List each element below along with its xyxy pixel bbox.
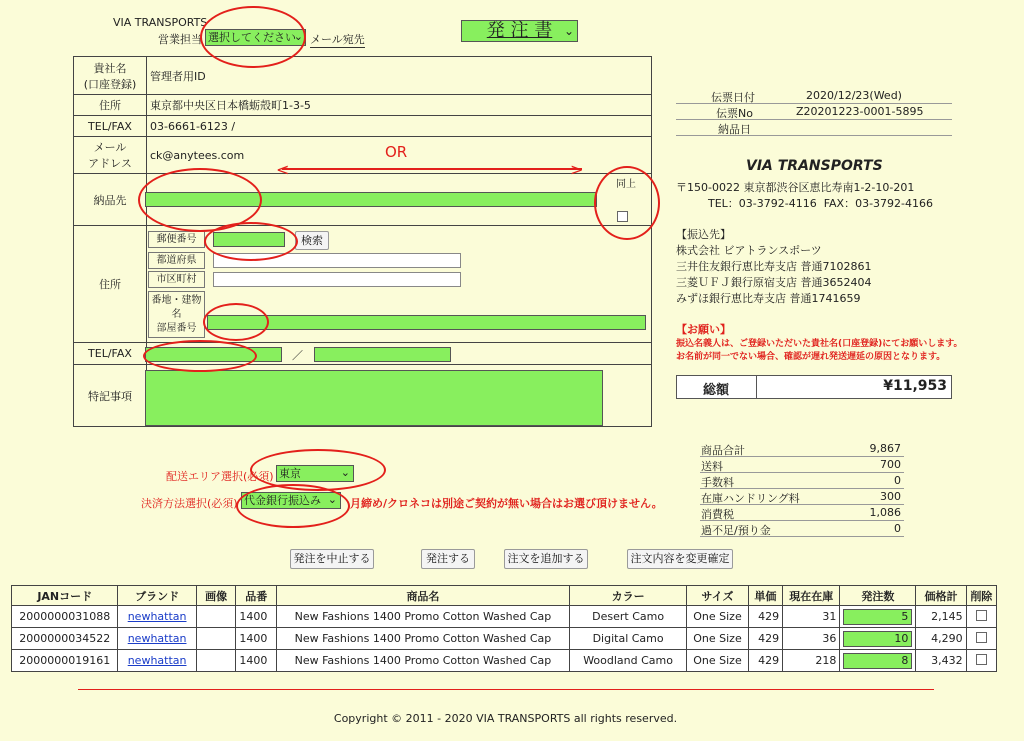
annotation-or-text: OR bbox=[385, 143, 408, 161]
annotation-circle-tel bbox=[143, 340, 257, 372]
street-label: 番地・建物名 部屋番号 bbox=[148, 291, 205, 338]
delete-checkbox[interactable] bbox=[976, 610, 987, 621]
summary-value: 9,867 bbox=[869, 442, 901, 455]
address-value: 東京都中央区日本橋蛎殻町1-3-5 bbox=[147, 95, 652, 116]
summary-label: 過不足/預り金 bbox=[701, 524, 771, 537]
summary-value: 700 bbox=[880, 458, 901, 471]
cell-qty bbox=[840, 628, 916, 650]
cell-stock: 31 bbox=[783, 606, 840, 628]
postal-label: 郵便番号 bbox=[148, 231, 205, 248]
cell-total: 4,290 bbox=[916, 628, 966, 650]
mail-recipient-link[interactable]: メール宛先 bbox=[310, 33, 365, 46]
column-header: 削除 bbox=[966, 586, 996, 606]
bank-2: 三菱ＵＦＪ銀行原宿支店 普通3652404 bbox=[676, 276, 872, 289]
cell-size: One Size bbox=[687, 650, 748, 672]
vendor-name: VIA TRANSPORTS bbox=[746, 158, 883, 174]
order-table-header bbox=[12, 586, 997, 606]
summary-value: 300 bbox=[880, 490, 901, 503]
cell-jan: 2000000019161 bbox=[12, 650, 118, 672]
payment-label: 決済方法選択(必須) bbox=[141, 497, 238, 510]
annotation-circle-street bbox=[203, 303, 269, 341]
bank-3: みずほ銀行恵比寿支店 普通1741659 bbox=[676, 292, 861, 305]
cell-image bbox=[196, 606, 236, 628]
summary-label: 手数料 bbox=[701, 476, 734, 489]
invoice-date-value: 2020/12/23(Wed) bbox=[806, 89, 902, 102]
cell-delete bbox=[966, 606, 996, 628]
payment-note: 月締め/クロネコは別途ご契約が無い場合はお選び頂けません。 bbox=[350, 497, 663, 510]
quantity-input[interactable]: 8 bbox=[843, 653, 912, 669]
bank-1: 三井住友銀行恵比寿支店 普通7102861 bbox=[676, 260, 872, 273]
cell-qty bbox=[840, 606, 916, 628]
mail-value: ck@anytees.com bbox=[147, 137, 652, 174]
annotation-circle-sales-rep bbox=[200, 6, 306, 68]
slash-separator: ／ bbox=[292, 349, 303, 362]
sales-rep-select-value: 選択してください bbox=[208, 31, 296, 44]
cell-price: 429 bbox=[748, 628, 783, 650]
delivery-label: 納品先 bbox=[74, 174, 147, 226]
city-label: 市区町村 bbox=[148, 271, 205, 288]
annotation-circle-payment bbox=[236, 484, 350, 528]
quantity-input[interactable]: 5 bbox=[843, 609, 912, 625]
confirm-change-button[interactable]: 注文内容を変更確定 bbox=[627, 549, 733, 569]
table-row bbox=[12, 650, 997, 672]
document-title: 発 注 書 bbox=[486, 20, 553, 41]
column-header: 現在在庫 bbox=[783, 586, 840, 606]
cell-image bbox=[196, 628, 236, 650]
notes-textarea[interactable] bbox=[145, 370, 603, 426]
cell-brand bbox=[118, 606, 196, 628]
street-input[interactable] bbox=[207, 315, 646, 330]
cancel-order-button[interactable]: 発注を中止する bbox=[290, 549, 374, 569]
area-select-value: 東京 bbox=[279, 467, 301, 480]
prefecture-label: 都道府県 bbox=[148, 252, 205, 269]
document-title-select[interactable] bbox=[461, 20, 578, 42]
invoice-no-row bbox=[676, 104, 952, 120]
cell-code: 1400 bbox=[236, 628, 277, 650]
annotation-arrow bbox=[282, 168, 582, 170]
cell-name: New Fashions 1400 Promo Cotton Washed Cap bbox=[277, 606, 570, 628]
quantity-input[interactable]: 10 bbox=[843, 631, 912, 647]
column-header: 画像 bbox=[196, 586, 236, 606]
summary-label: 商品合計 bbox=[701, 444, 745, 457]
company-value: 管理者用ID bbox=[147, 57, 652, 95]
cell-delete bbox=[966, 650, 996, 672]
company-name: VIA TRANSPORTS bbox=[113, 16, 208, 29]
table-row bbox=[12, 628, 997, 650]
table-row bbox=[12, 606, 997, 628]
dest-fax-input[interactable] bbox=[314, 347, 451, 362]
total-divider bbox=[756, 376, 757, 398]
column-header: 価格計 bbox=[916, 586, 966, 606]
dest-address-label: 住所 bbox=[74, 226, 147, 343]
add-order-button[interactable]: 注文を追加する bbox=[504, 549, 588, 569]
chevron-down-icon: ⌄ bbox=[327, 493, 337, 506]
invoice-no-value: Z20201223-0001-5895 bbox=[796, 105, 924, 118]
summary-row bbox=[700, 456, 904, 473]
brand-link[interactable]: newhattan bbox=[127, 610, 187, 623]
total-box bbox=[676, 375, 952, 399]
column-header: サイズ bbox=[687, 586, 748, 606]
cell-qty bbox=[840, 650, 916, 672]
place-order-button[interactable]: 発注する bbox=[421, 549, 475, 569]
cell-price: 429 bbox=[748, 650, 783, 672]
cell-size: One Size bbox=[687, 628, 748, 650]
column-header: カラー bbox=[569, 586, 687, 606]
summary-value: 1,086 bbox=[869, 506, 901, 519]
cell-size: One Size bbox=[687, 606, 748, 628]
cell-delete bbox=[966, 628, 996, 650]
cell-code: 1400 bbox=[236, 606, 277, 628]
footer-copyright: Copyright © 2011 - 2020 VIA TRANSPORTS all rights reserved. bbox=[333, 712, 678, 725]
delete-checkbox[interactable] bbox=[976, 654, 987, 665]
cell-name: New Fashions 1400 Promo Cotton Washed Cap bbox=[277, 650, 570, 672]
notice-2: お名前が同一でない場合、確認が遅れ発送遅延の原因となります。 bbox=[676, 352, 946, 362]
notes-label: 特記事項 bbox=[74, 365, 147, 427]
total-value: ¥11,953 bbox=[883, 378, 947, 394]
cell-brand bbox=[118, 628, 196, 650]
cell-jan: 2000000034522 bbox=[12, 628, 118, 650]
column-header: 単価 bbox=[748, 586, 783, 606]
area-label: 配送エリア選択(必須) bbox=[166, 470, 274, 483]
chevron-down-icon: ⌄ bbox=[293, 30, 303, 43]
company-label: 貴社名 (口座登録) bbox=[74, 57, 147, 95]
address-label: 住所 bbox=[74, 95, 147, 116]
summary-label: 消費税 bbox=[701, 508, 734, 521]
payment-select-value: 代金銀行振込み bbox=[244, 494, 321, 507]
column-header: ブランド bbox=[118, 586, 196, 606]
cell-jan: 2000000031088 bbox=[12, 606, 118, 628]
summary-row bbox=[700, 440, 904, 457]
dest-telfax-label: TEL/FAX bbox=[74, 343, 147, 365]
total-label: 総額 bbox=[703, 383, 730, 398]
cell-color: Desert Camo bbox=[569, 606, 687, 628]
summary-value: 0 bbox=[894, 522, 901, 535]
delivery-date-row bbox=[676, 120, 952, 136]
cell-brand bbox=[118, 650, 196, 672]
sales-rep-label: 営業担当 bbox=[158, 33, 202, 46]
footer-divider bbox=[78, 689, 934, 690]
cell-color: Woodland Camo bbox=[569, 650, 687, 672]
chevron-down-icon: ⌄ bbox=[563, 24, 574, 38]
chevron-down-icon: ⌄ bbox=[340, 466, 350, 479]
column-header: 品番 bbox=[236, 586, 277, 606]
delete-checkbox[interactable] bbox=[976, 632, 987, 643]
column-header: JANコード bbox=[12, 586, 118, 606]
cell-price: 429 bbox=[748, 606, 783, 628]
summary-value: 0 bbox=[894, 474, 901, 487]
annotation-arrow-left-head: < bbox=[276, 160, 290, 179]
city-input[interactable] bbox=[213, 272, 461, 287]
vendor-address: 〒150-0022 東京都渋谷区恵比寿南1-2-10-201 bbox=[676, 181, 915, 194]
cell-stock: 218 bbox=[783, 650, 840, 672]
summary-label: 在庫ハンドリング料 bbox=[701, 492, 800, 505]
cell-total: 2,145 bbox=[916, 606, 966, 628]
same-as-above-label: 同上 bbox=[616, 179, 636, 190]
cell-code: 1400 bbox=[236, 650, 277, 672]
brand-link[interactable]: newhattan bbox=[127, 632, 187, 645]
annotation-circle-same-above bbox=[594, 166, 660, 240]
notice-1: 振込名義人は、ご登録いただいた貴社名(口座登録)にてお願いします。 bbox=[676, 339, 963, 349]
invoice-date-label: 伝票日付 bbox=[711, 91, 755, 104]
vendor-tel: TEL：03-3792-4116 FAX：03-3792-4166 bbox=[708, 197, 934, 210]
telfax-label: TEL/FAX bbox=[74, 116, 147, 137]
cell-image bbox=[196, 650, 236, 672]
summary-row bbox=[700, 488, 904, 505]
notice-title: 【お願い】 bbox=[676, 323, 731, 336]
cell-name: New Fashions 1400 Promo Cotton Washed Cap bbox=[277, 628, 570, 650]
cell-total: 3,432 bbox=[916, 650, 966, 672]
summary-row bbox=[700, 504, 904, 521]
summary-row bbox=[700, 472, 904, 489]
bank-holder: 株式会社 ビアトランスポーツ bbox=[676, 244, 822, 257]
invoice-no-label: 伝票No bbox=[716, 107, 753, 120]
annotation-arrow-right-head: > bbox=[570, 160, 584, 179]
summary-row bbox=[700, 520, 904, 537]
cell-stock: 36 bbox=[783, 628, 840, 650]
summary-label: 送料 bbox=[701, 460, 723, 473]
delivery-date-label: 納品日 bbox=[718, 123, 751, 136]
cell-color: Digital Camo bbox=[569, 628, 687, 650]
brand-link[interactable]: newhattan bbox=[127, 654, 187, 667]
search-button[interactable]: 検索 bbox=[295, 231, 329, 250]
telfax-value: 03-6661-6123 / bbox=[147, 116, 652, 137]
mail-label: メール アドレス bbox=[74, 137, 147, 174]
column-header: 商品名 bbox=[277, 586, 570, 606]
column-header: 発注数 bbox=[840, 586, 916, 606]
invoice-date-row bbox=[676, 88, 952, 104]
annotation-circle-postal bbox=[204, 222, 298, 261]
bank-title: 【振込先】 bbox=[676, 228, 731, 241]
order-table bbox=[11, 585, 997, 672]
